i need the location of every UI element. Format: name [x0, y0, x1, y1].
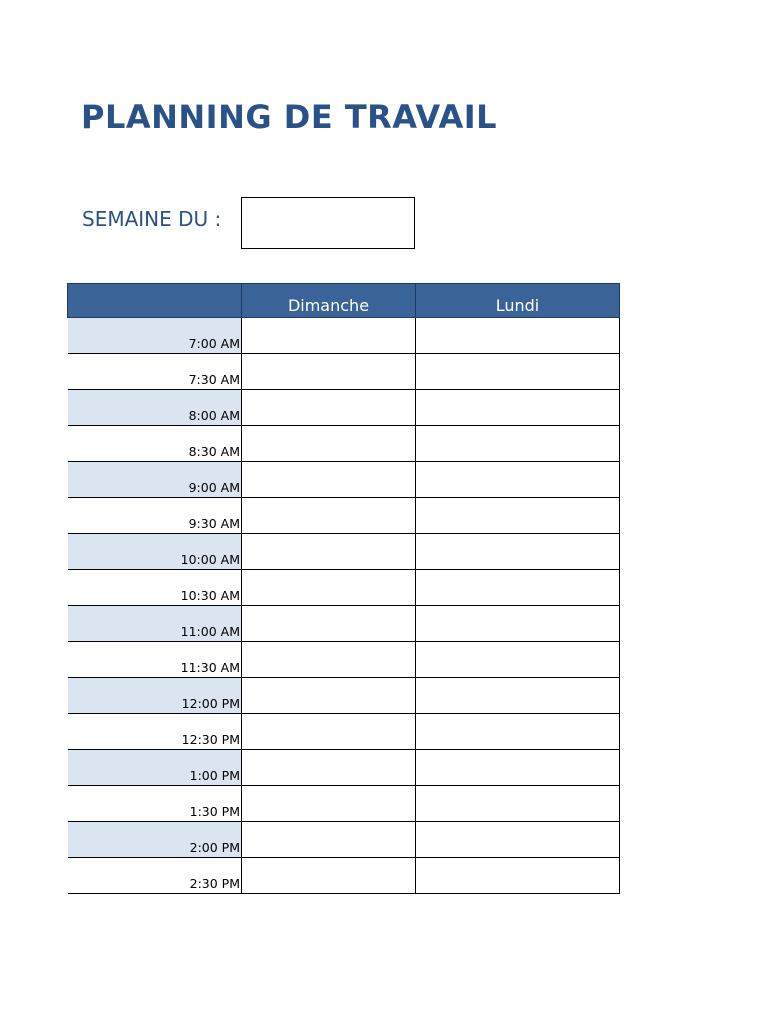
slot-dimanche[interactable] [242, 822, 416, 858]
slot-lundi[interactable] [416, 462, 620, 498]
slot-lundi[interactable] [416, 606, 620, 642]
slot-dimanche[interactable] [242, 390, 416, 426]
table-row [68, 462, 620, 498]
time-label: 10:00 AM [68, 534, 242, 570]
slot-lundi[interactable] [416, 390, 620, 426]
slot-dimanche[interactable] [242, 714, 416, 750]
table-row [68, 498, 620, 534]
slot-dimanche[interactable] [242, 858, 416, 894]
slot-dimanche[interactable] [242, 354, 416, 390]
table-row [68, 678, 620, 714]
slot-lundi[interactable] [416, 822, 620, 858]
table-row [68, 642, 620, 678]
week-start-field[interactable] [241, 197, 415, 249]
time-label: 7:00 AM [68, 318, 242, 354]
slot-lundi[interactable] [416, 750, 620, 786]
day-header-lundi: Lundi [416, 284, 620, 318]
slot-dimanche[interactable] [242, 426, 416, 462]
table-row [68, 534, 620, 570]
table-row [68, 822, 620, 858]
slot-dimanche[interactable] [242, 498, 416, 534]
slot-dimanche[interactable] [242, 642, 416, 678]
header-corner [68, 284, 242, 318]
slot-lundi[interactable] [416, 426, 620, 462]
header-row [68, 284, 620, 318]
time-label: 1:00 PM [68, 750, 242, 786]
slot-dimanche[interactable] [242, 570, 416, 606]
table-row [68, 714, 620, 750]
time-label: 8:30 AM [68, 426, 242, 462]
slot-dimanche[interactable] [242, 534, 416, 570]
page-title: PLANNING DE TRAVAIL [81, 98, 498, 136]
slot-dimanche[interactable] [242, 750, 416, 786]
slot-dimanche[interactable] [242, 318, 416, 354]
slot-lundi[interactable] [416, 714, 620, 750]
time-label: 7:30 AM [68, 354, 242, 390]
time-label: 12:00 PM [68, 678, 242, 714]
table-row [68, 570, 620, 606]
table-row [68, 786, 620, 822]
time-label: 8:00 AM [68, 390, 242, 426]
table-row [68, 750, 620, 786]
time-label: 12:30 PM [68, 714, 242, 750]
time-label: 1:30 PM [68, 786, 242, 822]
table-row [68, 390, 620, 426]
time-label: 9:00 AM [68, 462, 242, 498]
slot-dimanche[interactable] [242, 678, 416, 714]
table-row [68, 426, 620, 462]
day-header-dimanche: Dimanche [242, 284, 416, 318]
slot-lundi[interactable] [416, 678, 620, 714]
time-label: 10:30 AM [68, 570, 242, 606]
slot-lundi[interactable] [416, 498, 620, 534]
time-label: 9:30 AM [68, 498, 242, 534]
time-label: 2:30 PM [68, 858, 242, 894]
slot-dimanche[interactable] [242, 786, 416, 822]
slot-lundi[interactable] [416, 570, 620, 606]
week-label: SEMAINE DU : [82, 207, 222, 231]
time-label: 11:00 AM [68, 606, 242, 642]
time-label: 11:30 AM [68, 642, 242, 678]
table-row [68, 858, 620, 894]
slot-lundi[interactable] [416, 354, 620, 390]
schedule-table [67, 283, 620, 894]
table-row [68, 606, 620, 642]
slot-lundi[interactable] [416, 318, 620, 354]
slot-lundi[interactable] [416, 858, 620, 894]
schedule-body [68, 318, 620, 894]
time-label: 2:00 PM [68, 822, 242, 858]
table-row [68, 354, 620, 390]
slot-lundi[interactable] [416, 786, 620, 822]
table-row [68, 318, 620, 354]
slot-dimanche[interactable] [242, 606, 416, 642]
slot-dimanche[interactable] [242, 462, 416, 498]
slot-lundi[interactable] [416, 534, 620, 570]
slot-lundi[interactable] [416, 642, 620, 678]
